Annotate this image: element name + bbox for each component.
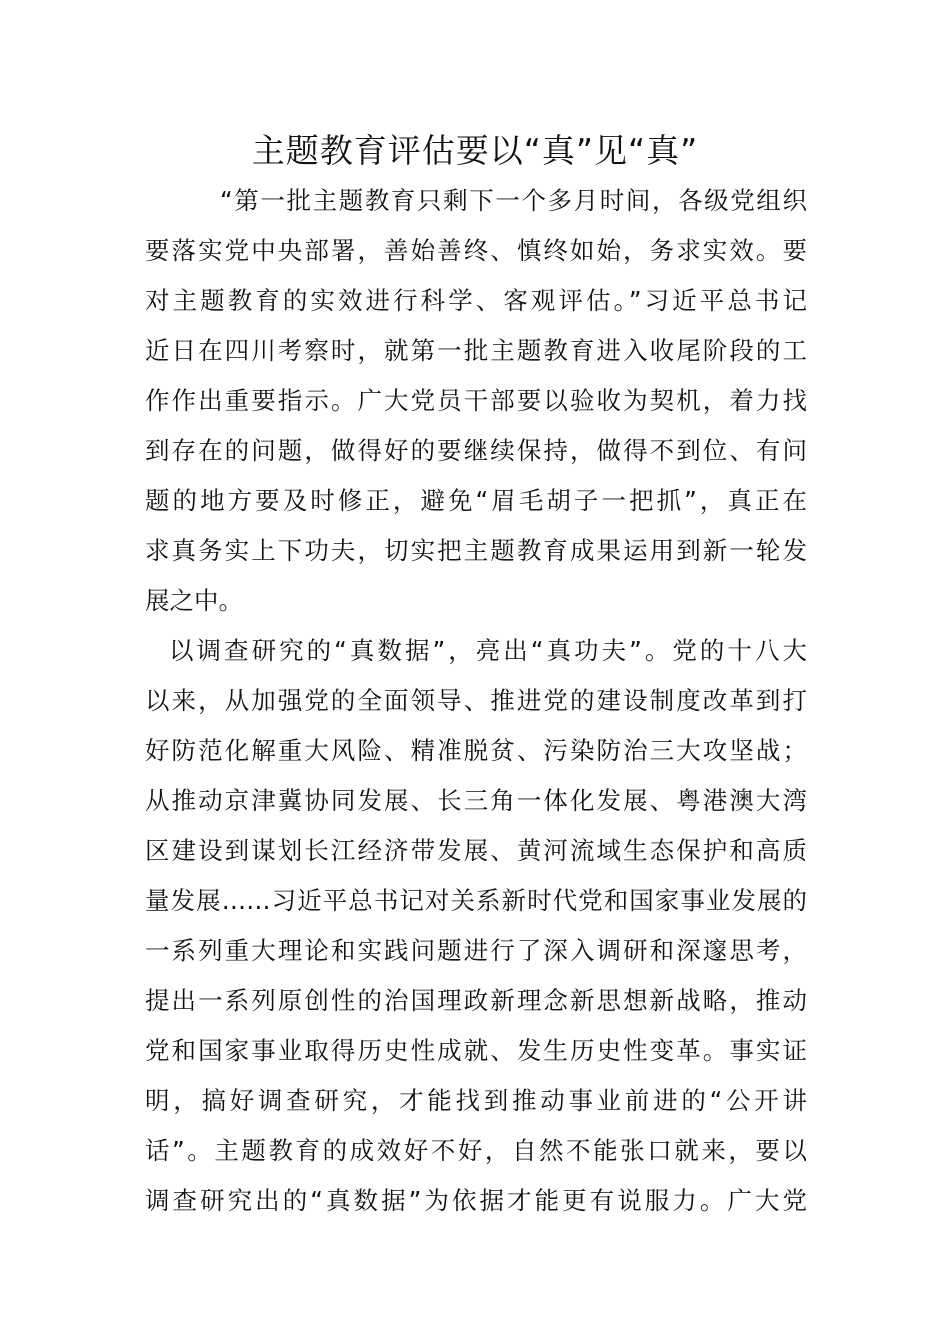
text-line: 量发展……习近平总书记对关系新时代党和国家事业发展的	[145, 886, 807, 915]
text-line: 好防范化解重大风险、精准脱贫、污染防治三大攻坚战；	[145, 736, 807, 765]
text-line: 区建设到谋划长江经济带发展、黄河流域生态保护和高质	[145, 836, 807, 865]
document-title: 主题教育评估要以“真”见“真”	[251, 131, 699, 170]
text-line: 一系列重大理论和实践问题进行了深入调研和深邃思考，	[145, 936, 807, 965]
text-line: 以调查研究的“真数据”，亮出“真功夫”。党的十八大	[169, 636, 807, 665]
text-line: 对主题教育的实效进行科学、客观评估。”习近平总书记	[145, 286, 807, 315]
text-line: 求真务实上下功夫，切实把主题教育成果运用到新一轮发	[145, 536, 807, 565]
text-line: 题的地方要及时修正，避免“眉毛胡子一把抓”，真正在	[145, 486, 807, 515]
text-line: 到存在的问题，做得好的要继续保持，做得不到位、有问	[145, 436, 807, 465]
paragraph-2	[145, 626, 807, 1226]
text-line: 近日在四川考察时，就第一批主题教育进入收尾阶段的工	[145, 336, 807, 365]
text-line: 提出一系列原创性的治国理政新理念新思想新战略，推动	[145, 986, 807, 1015]
text-line: “第一批主题教育只剩下一个多月时间，各级党组织	[220, 186, 807, 215]
text-line: 展之中。	[145, 586, 243, 615]
document-body	[145, 176, 807, 1226]
text-line: 从推动京津冀协同发展、长三角一体化发展、粤港澳大湾	[145, 786, 807, 815]
paragraph-1	[145, 176, 807, 626]
text-line: 调查研究出的“真数据”为依据才能更有说服力。广大党	[145, 1186, 807, 1215]
text-line: 话”。主题教育的成效好不好，自然不能张口就来，要以	[145, 1136, 807, 1165]
text-line: 要落实党中央部署，善始善终、慎终如始，务求实效。要	[145, 236, 807, 265]
text-line: 以来，从加强党的全面领导、推进党的建设制度改革到打	[145, 686, 807, 715]
text-line: 党和国家事业取得历史性成就、发生历史性变革。事实证	[145, 1036, 807, 1065]
text-line: 明，搞好调查研究，才能找到推动事业前进的“公开讲	[145, 1086, 807, 1115]
text-line: 作作出重要指示。广大党员干部要以验收为契机，着力找	[145, 386, 807, 415]
